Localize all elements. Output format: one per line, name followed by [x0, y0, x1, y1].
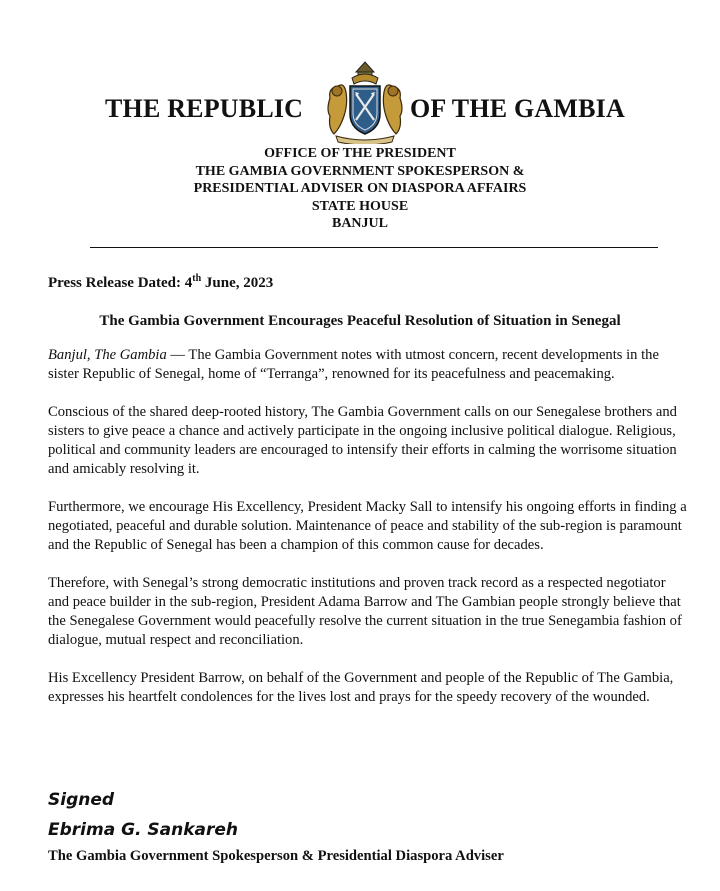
date-ordinal: th	[192, 273, 202, 284]
date-rest: June, 2023	[201, 275, 274, 291]
press-release-date	[48, 275, 273, 292]
paragraph	[48, 346, 688, 384]
letterhead	[0, 58, 720, 158]
header-divider	[90, 247, 658, 248]
office-line: OFFICE OF THE PRESIDENT	[264, 146, 456, 161]
office-line: BANJUL	[331, 216, 388, 231]
title-right: OF THE GAMBIA	[410, 94, 625, 123]
date-prefix: Press Release Dated: 4	[48, 275, 193, 291]
signer-title: The Gambia Government Spokesperson & Presidential Diaspora Adviser	[48, 848, 504, 864]
office-line: THE GAMBIA GOVERNMENT SPOKESPERSON &	[195, 163, 525, 179]
paragraph-1-text: — The Gambia Government notes with utmost concern, recent developments in the sister Republic of Senegal, home of “Terranga”, renowned for its peacefulness and peacemaking.	[48, 347, 659, 382]
office-line: STATE HOUSE	[311, 198, 409, 214]
paragraph: Conscious of the shared deep-rooted history, The Gambia Government calls on our Senegalese brothers and sisters to give peace a chance and actively participate in the ongoing inclusive political dialogue. Religious, political and community leaders are encouraged to intensify their efforts in calming the worrisome situation and amicably resolving it.	[48, 404, 677, 477]
gambia-coat-of-arms-icon	[322, 58, 408, 144]
office-line: PRESIDENTIAL ADVISER ON DIASPORA AFFAIRS	[193, 181, 527, 196]
paragraph: Furthermore, we encourage His Excellency, President Macky Sall to intensify his ongoing efforts in finding a negotiated, peaceful and durable solution. Maintenance of peace and stability of the sub-region is paramount and the Republic of Senegal has been a champion of this common cause for decades.	[48, 499, 687, 553]
headline: The Gambia Government Encourages Peaceful Resolution of Situation in Senegal	[99, 313, 621, 329]
signed-label: Signed	[48, 790, 115, 810]
body-text	[48, 346, 688, 726]
dateline: Banjul, The Gambia	[48, 347, 167, 363]
paragraph: His Excellency President Barrow, on behalf of the Government and people of the Republic of The Gambia, expresses his heartfelt condolences for the lives lost and prays for the speedy recovery of the wounded.	[48, 670, 674, 705]
title-left: THE REPUBLIC	[105, 94, 304, 123]
office-address-block	[0, 145, 720, 233]
paragraph: Therefore, with Senegal’s strong democratic institutions and proven track record as a respected negotiator and peace builder in the sub-region, President Adama Barrow and The Gambian people strongly believe that the Senegalese Government would peacefully resolve the current situation in the true Senegambia fashion of dialogue, mutual respect and reconciliation.	[48, 575, 682, 648]
signer-name: Ebrima G. Sankareh	[48, 820, 239, 840]
